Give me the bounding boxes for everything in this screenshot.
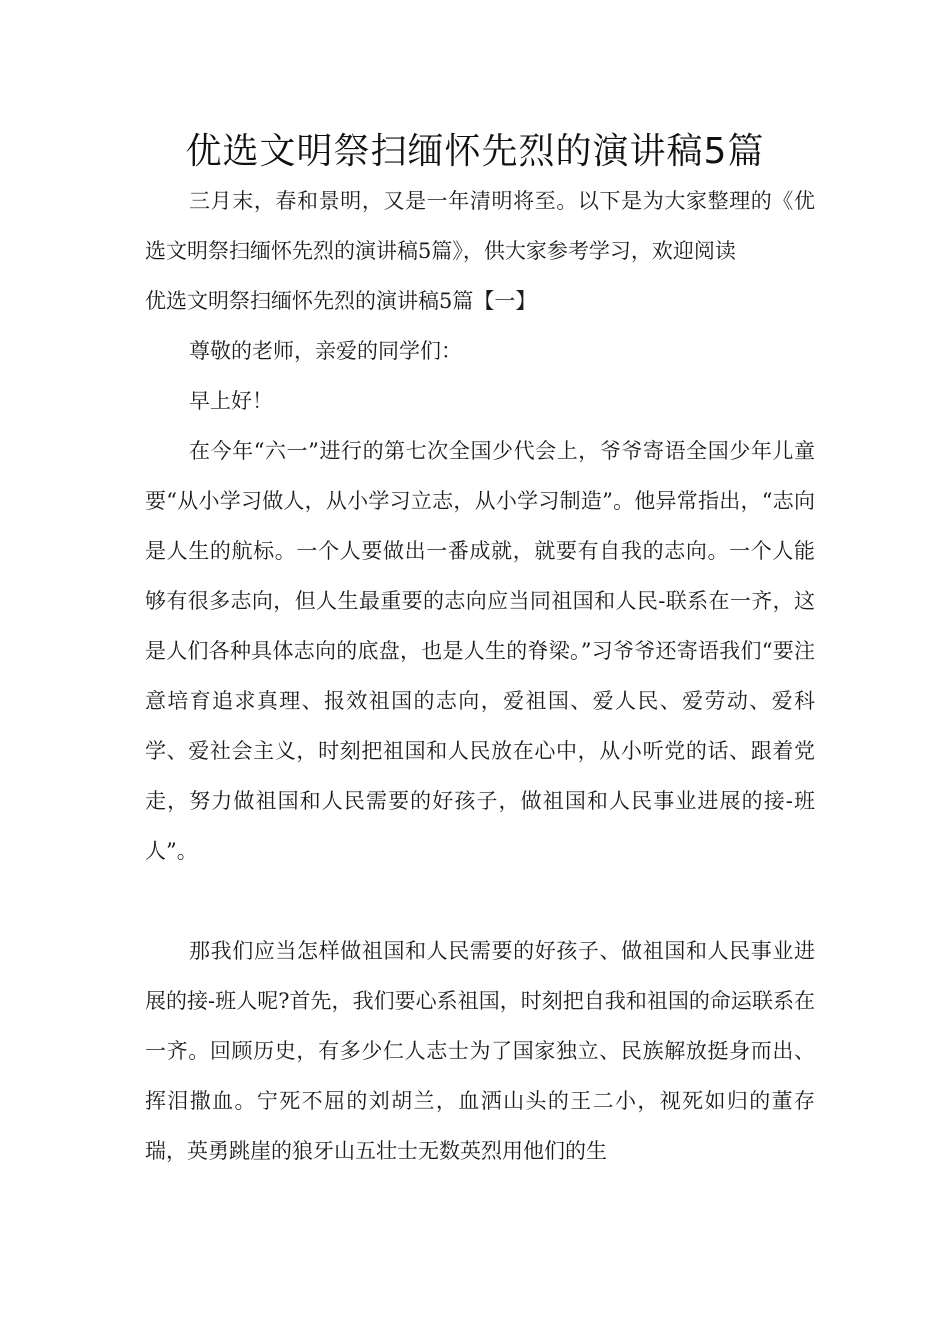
salutation: 尊敬的老师，亲爱的同学们： bbox=[189, 339, 462, 363]
document-title: 优选文明祭扫缅怀先烈的演讲稿5篇 bbox=[185, 131, 765, 172]
body-paragraph-2: 那我们应当怎样做祖国和人民需要的好孩子、做祖国和人民事业进展的接-班人呢?首先，我们要心系祖国，时刻把自我和祖国的命运联系在一齐。回顾历史，有多少仁人志士为了国家独立、民族解放挺身而出、挥泪撒血。宁死不屈的刘胡兰，血洒山头的王二小，视死如归的董存瑞，英勇跳崖的狼牙山五壮士无数英烈用他们的生 bbox=[145, 939, 815, 1163]
body-paragraph-1: 在今年“六一”进行的第七次全国少代会上，爷爷寄语全国少年儿童要“从小学习做人，从小学习立志，从小学习制造”。他异常指出，“志向是人生的航标。一个人要做出一番成就，就要有自我的志向。一个人能够有很多志向，但人生最重要的志向应当同祖国和人民-联系在一齐，这是人们各种具体志向的底盘，也是人生的脊梁。”习爷爷还寄语我们“要注意培育追求真理、报效祖国的志向，爱祖国、爱人民、爱劳动、爱科学、爱社会主义，时刻把祖国和人民放在心中，从小听党的话、跟着党走，努力做祖国和人民需要的好孩子，做祖国和人民事业进展的接-班人”。 bbox=[145, 439, 815, 863]
greeting: 早上好！ bbox=[189, 389, 273, 413]
document-body bbox=[145, 176, 815, 1176]
intro-paragraph: 三月末，春和景明，又是一年清明将至。以下是为大家整理的《优选文明祭扫缅怀先烈的演讲稿5篇》，供大家参考学习，欢迎阅读 bbox=[145, 189, 815, 263]
section-heading: 优选文明祭扫缅怀先烈的演讲稿5篇【一】 bbox=[145, 289, 537, 313]
paragraph-gap bbox=[145, 876, 815, 926]
